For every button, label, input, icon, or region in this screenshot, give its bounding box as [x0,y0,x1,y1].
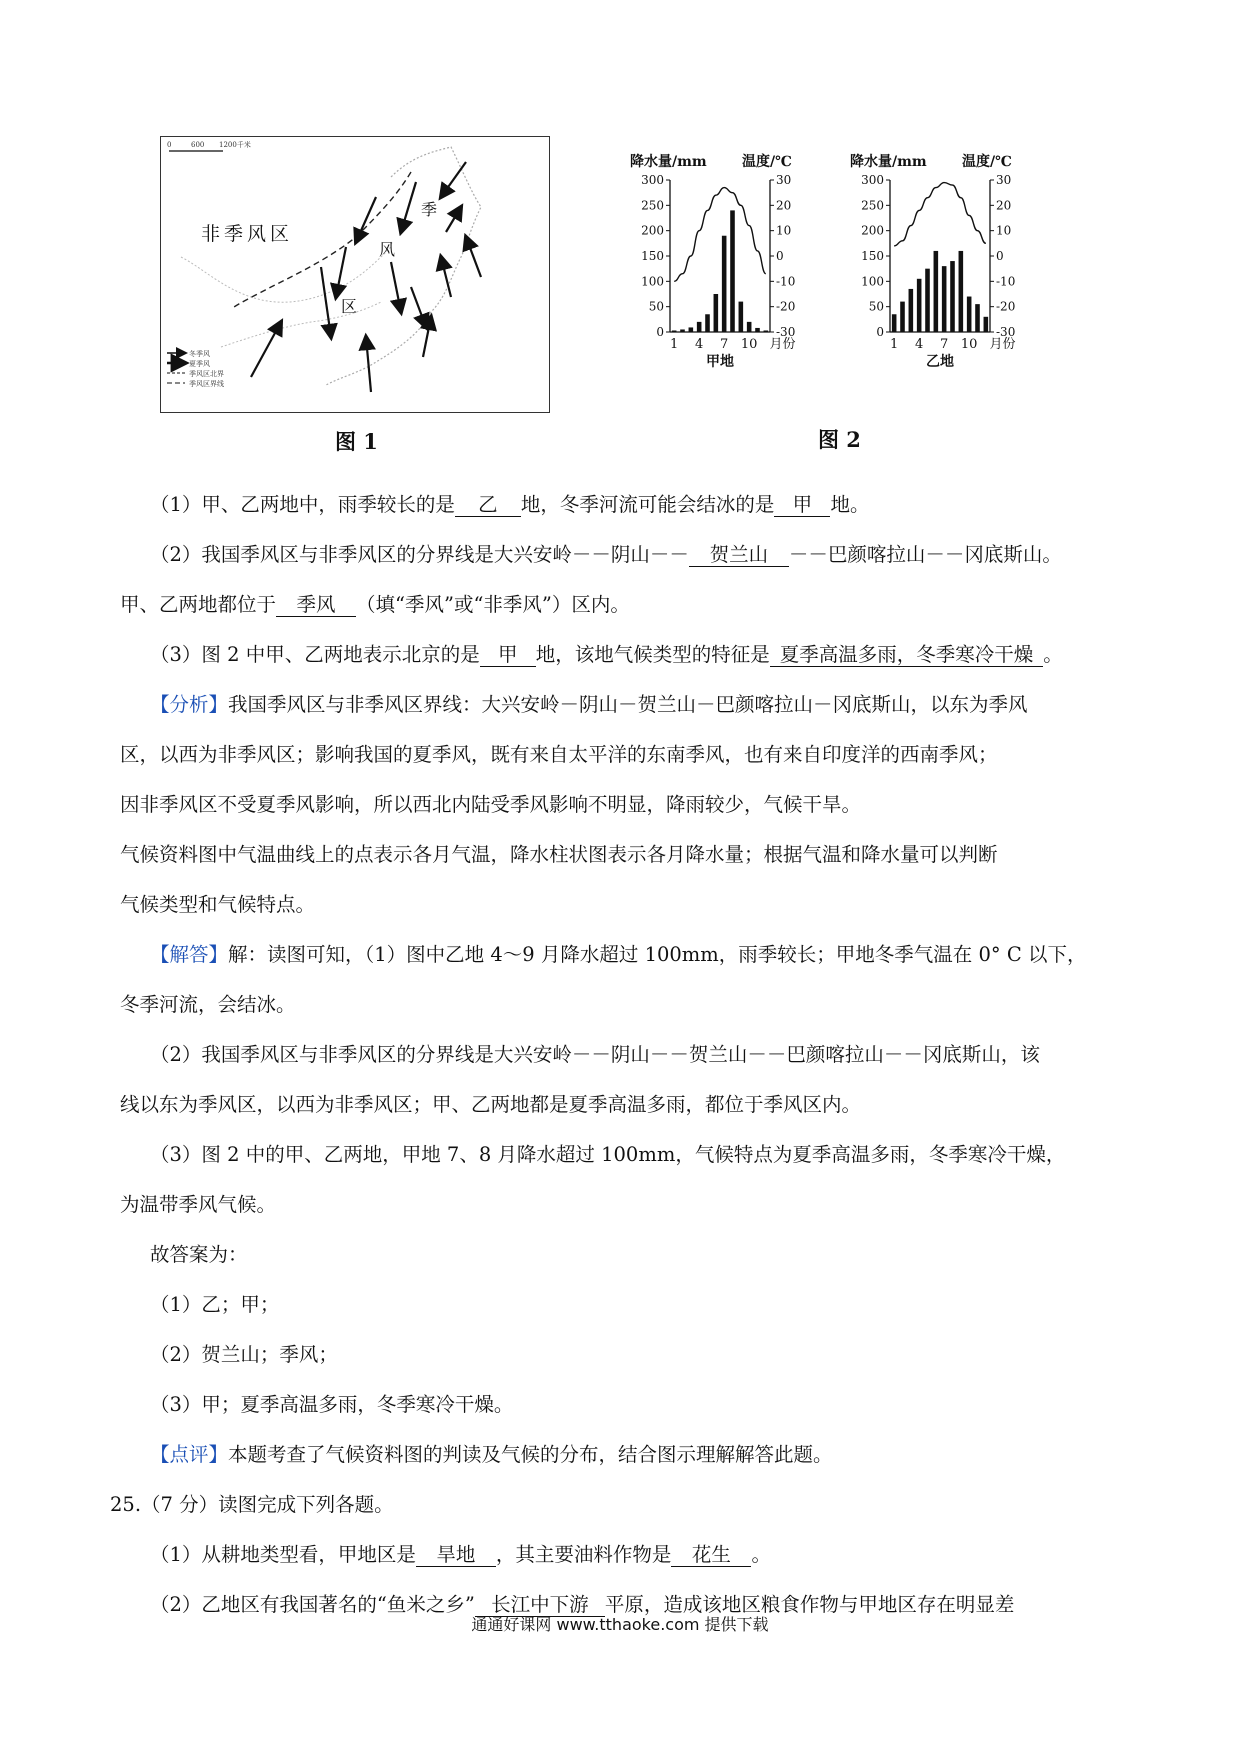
chart-x-tick-label: 4 [915,337,924,352]
scale-label-1200: 1200千米 [219,141,251,149]
chart-left-tick-label: 50 [648,299,664,314]
page-footer: 通通好课网 www.tthaoke.com 提供下载 [471,1615,769,1634]
precipitation-bar [722,236,727,332]
chart-right-tick-label: 20 [996,198,1012,213]
q1-text-d: 地。 [830,493,870,516]
chart-ylabel-right: 温度/℃ [742,154,792,170]
q3-answer-2: 夏季高温多雨，冬季寒冷干燥 [770,644,1044,667]
analysis-text-5: 气候类型和气候特点。 [120,893,316,916]
analysis-text-3: 因非季风区不受夏季风影响，所以西北内陆受季风影响不明显，降雨较少，气候干旱。 [120,793,862,816]
chart-x-tick-label: 7 [940,337,949,352]
chart-x-tick-label: 10 [740,337,758,352]
chart-right-tick-label: 30 [996,173,1012,187]
precipitation-bar [900,302,905,332]
q2-line-2 [120,580,1140,630]
q25-s1-answer-2: 花生 [671,1544,751,1567]
precipitation-bar [975,304,980,332]
q2-answer-2: 季风 [276,594,356,617]
answer-text-1: 解：读图可知，（1）图中乙地 4～9 月降水超过 100mm，雨季较长；甲地冬季气温在 0° C 以下， [228,943,1087,966]
chart-place-name: 甲地 [706,354,734,370]
chart-right-tick-label: -30 [996,325,1016,339]
chart-left-tick-label: 0 [876,325,884,339]
legend-winter-monsoon: 冬季风 [189,350,210,358]
answer-text-3: （2）我国季风区与非季风区的分界线是大兴安岭－－阴山－－贺兰山－－巴颜喀拉山－－冈底斯山，该 [150,1043,1040,1066]
precipitation-bar [934,251,939,332]
precipitation-bar [689,327,694,332]
answer-text-5: （3）图 2 中的甲、乙两地，甲地 7、8 月降水超过 100mm，气候特点为夏季高温多雨，冬季寒冷干燥， [150,1143,1066,1166]
legend-monsoon-north-boundary: 季风区北界 [189,370,224,378]
precipitation-bar [747,322,752,332]
precipitation-bar [917,279,922,332]
legend-monsoon-boundary: 季风区界线 [189,380,224,388]
chart-right-tick-label: 10 [996,223,1012,238]
answer-text-2: 冬季河流，会结冰。 [120,993,296,1016]
answer-tag: 【解答】 [150,943,229,966]
temperature-line [674,188,766,282]
chart-x-tick-label: 1 [670,337,679,352]
map-legend [167,349,224,388]
precipitation-bar [755,328,760,332]
answer-text-9: （2）贺兰山；季风； [150,1343,338,1366]
chart-ylabel-right: 温度/℃ [962,154,1012,170]
answer-text-4: 线以东为季风区，以西为非季风区；甲、乙两地都是夏季高温多雨，都位于季风区内。 [120,1093,862,1116]
comment-text: 本题考查了气候资料图的判读及气候的分布，结合图示理解解答此题。 [228,1443,833,1466]
analysis-text-1: 我国季风区与非季风区界线：大兴安岭－阴山－贺兰山－巴颜喀拉山－冈底斯山，以东为季风 [228,693,1028,716]
q2b-text-a: 甲、乙两地都位于 [120,593,277,616]
q25-s1-answer-1: 旱地 [416,1544,496,1567]
q25-s2-text-c: 平原，造成该地区粮食作物与甲地区存在明显差 [604,1593,1015,1616]
chart-right-tick-label: 10 [776,223,792,238]
q3-answer-1: 甲 [480,644,536,667]
legend-summer-monsoon: 夏季风 [189,360,210,368]
answer-text-7: 故答案为： [150,1243,248,1266]
chart-left-tick-label: 300 [641,173,664,187]
figure-1-caption: 图 1 [335,429,378,454]
chart-left-tick-label: 100 [861,274,884,289]
question-text [110,480,1140,1630]
climate-chart-jia [630,152,830,422]
monsoon-arrows [251,162,481,392]
q3-line [120,630,1140,680]
q1-text-c: 地，冬季河流可能会结冰的是 [520,493,775,516]
q2-line-1 [120,530,1140,580]
monsoon-map-svg [161,137,549,412]
chart-right-tick-label: -20 [776,299,796,314]
precipitation-bar [909,289,914,332]
precipitation-bar [942,266,947,332]
chart-left-tick-label: 50 [868,299,884,314]
precipitation-bar [739,302,744,332]
q2-text-a: （2）我国季风区与非季风区的分界线是大兴安岭－－阴山－－ [150,543,689,566]
q25-s1-text-a: （1）从耕地类型看，甲地区是 [150,1543,416,1566]
chart-left-tick-label: 300 [861,173,884,187]
chart-x-axis-unit: 月份 [769,337,796,352]
scale-label-600: 600 [191,141,205,149]
climate-chart-yi [850,152,1050,422]
comment-tag: 【点评】 [150,1443,229,1466]
chart-x-tick-label: 7 [720,337,729,352]
precipitation-bar [705,314,710,332]
q1-answer-1: 乙 [455,494,521,517]
chart-right-tick-label: 20 [776,198,792,213]
chart-left-tick-label: 150 [861,249,884,263]
monsoon-label-qu: 区 [341,297,358,316]
precipitation-bar [764,330,769,332]
q1-text-a: （1）甲、乙两地中，雨季较长的是 [150,493,455,516]
q2b-text-c: （填“季风”或“非季风”）区内。 [356,593,630,616]
chart-left-tick-label: 100 [641,274,664,289]
q3-text-c: 地，该地气候类型的特征是 [535,643,770,666]
precipitation-bar [672,330,677,332]
chart-ylabel-left: 降水量/mm [630,154,707,170]
chart-x-tick-label: 1 [890,337,899,352]
q25-title: 25.（7 分）读图完成下列各题。 [110,1493,394,1516]
figures-area [160,130,1160,460]
chart-right-tick-label: -30 [776,325,796,339]
chart-right-tick-label: -10 [776,274,796,289]
q3-text-a: （3）图 2 中甲、乙两地表示北京的是 [150,643,480,666]
chart-right-tick-label: 0 [996,249,1004,263]
chart-left-tick-label: 0 [656,325,664,339]
precipitation-bar [714,294,719,332]
comment-line [120,1430,1140,1480]
scale-label-0: 0 [167,141,172,149]
q25-sub1 [120,1530,1140,1580]
analysis-text-2: 区，以西为非季风区；影响我国的夏季风，既有来自太平洋的东南季风，也有来自印度洋的西南季风； [120,743,998,766]
chart-right-tick-label: 0 [776,249,784,263]
q3-text-d: 。 [1043,643,1063,666]
precipitation-bar [925,269,930,332]
analysis-tag: 【分析】 [150,693,229,716]
q2-answer-1: 贺兰山 [689,544,789,567]
chart-x-tick-label: 4 [695,337,704,352]
precipitation-bar [697,322,702,332]
precipitation-bar [950,261,955,332]
q1-line [120,480,1140,530]
monsoon-label-feng: 风 [379,240,396,259]
q25-s1-text-d: 。 [751,1543,771,1566]
precipitation-bar [967,297,972,332]
temperature-line [894,183,986,246]
climate-chart-yi-svg [850,152,1050,422]
chart-left-tick-label: 200 [641,223,664,238]
analysis-text-4: 气候资料图中气温曲线上的点表示各月气温，降水柱状图表示各月降水量；根据气温和降水量可以判断 [120,843,998,866]
precipitation-bar [984,317,989,332]
answer-text-10: （3）甲；夏季高温多雨，冬季寒冷干燥。 [150,1393,514,1416]
chart-place-name: 乙地 [926,354,954,370]
non-monsoon-label: 非季风区 [201,223,294,245]
figure-2-caption: 图 2 [818,427,861,452]
chart-right-tick-label: 30 [776,173,792,187]
chart-left-tick-label: 250 [641,198,664,213]
chart-ylabel-left: 降水量/mm [850,154,927,170]
q1-answer-2: 甲 [774,494,830,517]
chart-x-tick-label: 10 [960,337,978,352]
climate-chart-jia-svg [630,152,830,422]
q25-s2-text-a: （2）乙地区有我国著名的“鱼米之乡” [150,1593,475,1616]
chart-right-tick-label: -10 [996,274,1016,289]
chart-left-tick-label: 150 [641,249,664,263]
monsoon-map [160,136,550,413]
answer-text-6: 为温带季风气候。 [120,1193,277,1216]
chart-x-axis-unit: 月份 [989,337,1016,352]
analysis-line-1 [120,680,1140,730]
q25-s1-text-c: ，其主要油料作物是 [495,1543,672,1566]
precipitation-bar [730,210,735,332]
precipitation-bar [959,251,964,332]
monsoon-label-ji: 季 [421,200,438,219]
chart-left-tick-label: 200 [861,223,884,238]
precipitation-bar [680,329,685,332]
answer-text-8: （1）乙；甲； [150,1293,280,1316]
chart-right-tick-label: -20 [996,299,1016,314]
q2-text-c: －－巴颜喀拉山－－冈底斯山。 [788,543,1062,566]
chart-left-tick-label: 250 [861,198,884,213]
answer-line-1 [120,930,1140,980]
precipitation-bar [892,314,897,332]
q25-s2-answer: 长江中下游 [475,1594,605,1617]
